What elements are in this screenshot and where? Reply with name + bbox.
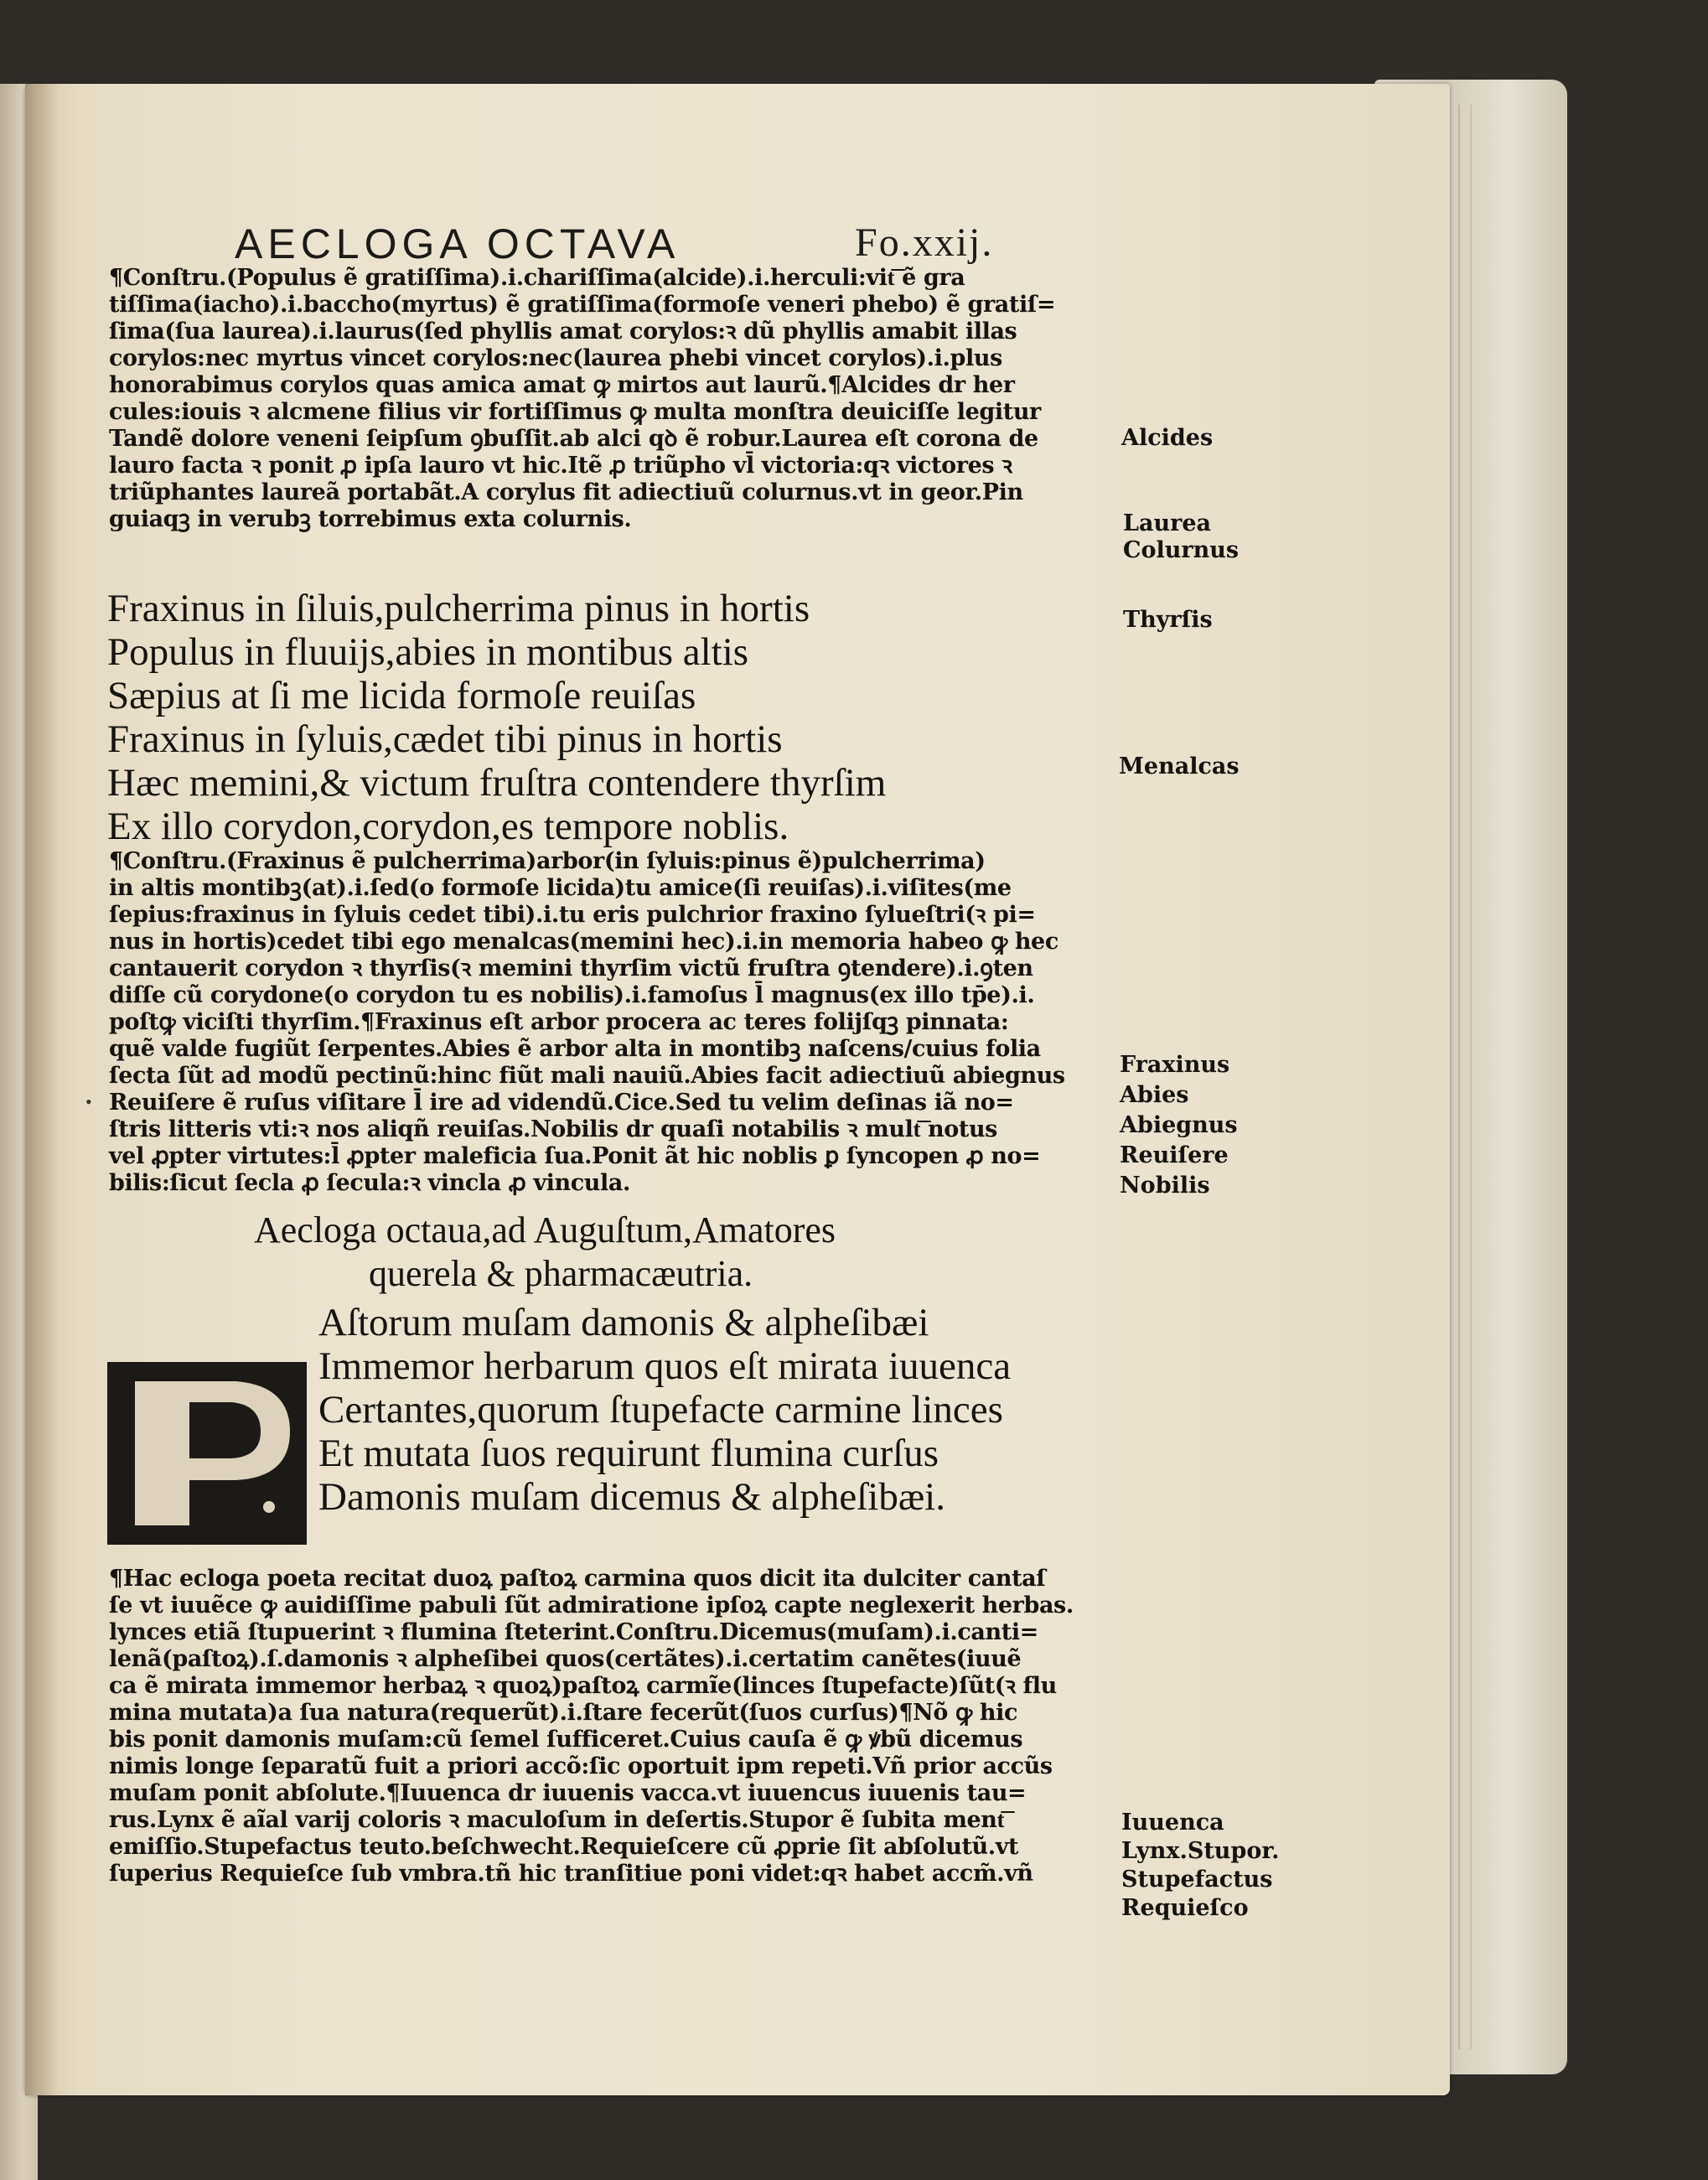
text-line: quẽ valde fugiũt ſerpentes.Abies ẽ arbor alta in montibꝫ naſcens/cuius folia [109, 1036, 1041, 1062]
verse-line: Et mutata ſuos requirunt flumina curſus [318, 1432, 939, 1475]
text-line: honorabimus corylos quas amica amat ꝙ mirtos aut laurũ.¶Alcides dr her [109, 372, 1015, 398]
verse-line: Hæc memini,& victum fruſtra contendere thyrſim [107, 761, 887, 805]
verse-line: Aſtorum muſam damonis & alpheſibæi [318, 1301, 929, 1344]
text-line: bilis:ſicut ſecla ꝓ ſecula:ꝛ vincla ꝓ vincula. [109, 1170, 630, 1196]
gutter-shadow [25, 84, 59, 2095]
margin-note: Abies [1120, 1082, 1189, 1108]
verse-line: Sæpius at ſi me licida formoſe reuiſas [107, 674, 696, 717]
text-line: muſam ponit abſolute.¶Iuuenca dr iuuenis vacca.vt iuuencus iuuenis tau= [109, 1780, 1027, 1806]
text-line: ſuperius Requieſce ſub vmbra.tñ hic tranſitiue poni videt:qꝛ habet accm̃.vñ [109, 1861, 1033, 1887]
text-line: in altis montibꝫ(at).i.ſed(o formoſe licida)tu amice(ſi reuiſas).i.viſites(me [109, 875, 1012, 901]
verse-line: Ex illo corydon,corydon,es tempore noblis. [107, 805, 789, 848]
text-line: lauro facta ꝛ ponit ꝓ ipſa lauro vt hic.Itẽ ꝓ triũpho vl̄ victoria:qꝛ victores ꝛ [109, 453, 1012, 479]
text-line: mina mutata)a ſua natura(requerũt).i.ſtare fecerũt(ſuos curſus)¶Nõ ꝙ hic [109, 1700, 1018, 1726]
margin-note: Alcides [1121, 425, 1214, 451]
text-line: ca ẽ mirata immemor herbaꝝ ꝛ quoꝝ)paſtoꝝ carmĩe(linces ſtupefacte)ſũt(ꝛ flu [109, 1673, 1057, 1699]
heading-line: Aecloga octaua,ad Auguſtum,Amatores [254, 1209, 836, 1251]
hand-mark: • [85, 1091, 92, 1112]
margin-note: Nobilis [1120, 1173, 1210, 1199]
text-line: ſecta ſũt ad modũ pectinũ:hinc fiũt mali nauiũ.Abies facit adiectiuũ abiegnus [109, 1063, 1065, 1089]
margin-note: Laurea [1123, 510, 1212, 536]
page-header [235, 220, 1073, 270]
verse-line: Fraxinus in ſiluis,pulcherrima pinus in hortis [107, 587, 810, 630]
text-line: guiaqꝫ in verubꝫ torrebimus exta colurnis. [109, 506, 632, 532]
verse-line: Fraxinus in ſyluis,cædet tibi pinus in hortis [107, 717, 783, 761]
text-line: cules:iouis ꝛ alcmene filius vir fortiſſimus ꝙ multa monſtra deuiciſſe legitur [109, 399, 1041, 425]
text-line: Reuiſere ẽ ruſus viſitare l̄ ire ad videndũ.Cice.Sed tu velim deſinas iã no= [109, 1090, 1014, 1116]
text-line: cantauerit corydon ꝛ thyrſis(ꝛ memini thyrſim victũ fruſtra ꝯtendere).i.ꝯten [109, 955, 1033, 981]
text-line: Tandẽ dolore veneni ſeipſum ꝯbuſſit.ab alci qꝺ ẽ robur.Laurea eſt corona de [109, 426, 1038, 452]
text-line: diſſe cũ corydone(o corydon tu es nobilis).i.famoſus l̄ magnus(ex illo tp̄e).i. [109, 982, 1035, 1008]
text-line: ſima(ſua laurea).i.laurus(ſed phyllis amat corylos:ꝛ dũ phyllis amabit illas [109, 318, 1017, 344]
text-line: poſtꝙ viciſti thyrſim.¶Fraxinus eſt arbor procera ac teres folijſqꝫ pinnata: [109, 1009, 1009, 1035]
margin-note: Lynx.Stupor. [1121, 1838, 1280, 1864]
folio-number: Fo.xxij. [855, 220, 994, 265]
margin-note: Fraxinus [1120, 1052, 1230, 1078]
margin-note: Iuuenca [1121, 1810, 1224, 1836]
text-line: ¶Hac ecloga poeta recitat duoꝝ paſtoꝝ carmina quos dicit ita dulciter cantaſ [109, 1566, 1046, 1592]
text-line: nimis longe ſeparatũ fuit a priori accõ:ſic oportuit ipm repeti.Vñ prior accũs [109, 1753, 1053, 1779]
verse-line: Damonis muſam dicemus & alpheſibæi. [318, 1475, 945, 1519]
text-line: bis ponit damonis muſam:cũ ſemel ſufficeret.Cuius cauſa ẽ ꝙ ꝟbũ dicemus [109, 1727, 1023, 1753]
verse-line: Populus in fluuijs,abies in montibus altis [107, 630, 749, 674]
margin-note: Colurnus [1123, 537, 1240, 563]
decorated-initial-icon [107, 1362, 307, 1545]
margin-note: Menalcas [1119, 753, 1240, 779]
text-line: ſepius:fraxinus in ſyluis cedet tibi).i.tu eris pulchrior fraxino ſylueſtri(ꝛ pi= [109, 902, 1036, 928]
text-line: tiſſima(iacho).i.baccho(myrtus) ẽ gratiſſima(formoſe veneri phebo) ẽ gratiſ= [109, 292, 1056, 318]
verse-line: Certantes,quorum ſtupefacte carmine linces [318, 1388, 1003, 1432]
text-line: lynces etiã ſtupuerint ꝛ flumina ſteterint.Conſtru.Dicemus(muſam).i.canti= [109, 1619, 1038, 1645]
text-line: lenã(paſtoꝝ).ſ.damonis ꝛ alpheſibei quos(certãtes).i.certatim canẽtes(iuuẽ [109, 1646, 1022, 1672]
margin-note: Stupefactus [1121, 1867, 1273, 1893]
margin-note: Reuiſere [1120, 1142, 1229, 1168]
text-line: nus in hortis)cedet tibi ego menalcas(memini hec).i.in memoria habeo ꝙ hec [109, 929, 1058, 955]
page-title: AECLOGA OCTAVA [235, 220, 681, 267]
margin-note: Abiegnus [1120, 1112, 1238, 1138]
text-line: emiſſio.Stupefactus teuto.beſchwecht.Requieſcere cũ ꝓprie ſit abſolutũ.vt [109, 1834, 1019, 1860]
text-line: corylos:nec myrtus vincet corylos:nec(laurea phebi vincet corylos).i.plus [109, 345, 1002, 371]
text-line: ſtris litteris vti:ꝛ nos aliqñ reuiſas.Nobilis dr quaſi notabilis ꝛ mult͞ notus [109, 1116, 997, 1142]
margin-note: Requieſco [1121, 1895, 1249, 1921]
heading-line: querela & pharmacæutria. [369, 1253, 753, 1294]
text-line: rus.Lynx ẽ aĩal varij coloris ꝛ maculoſum in deſertis.Stupor ẽ ſubita ment͞ [109, 1807, 1005, 1833]
text-line: ſe vt iuuẽce ꝙ auidiſſime pabuli ſũt admiratione ipſoꝝ capte neglexerit herbas. [109, 1592, 1074, 1618]
margin-note: Thyrſis [1123, 607, 1213, 633]
verse-line: Immemor herbarum quos eſt mirata iuuenca [318, 1344, 1012, 1388]
text-line: vel ꝓpter virtutes:l̄ ꝓpter maleficia ſua.Ponit ãt hic noblis ꝑ ſyncopen ꝓ no= [109, 1143, 1041, 1169]
text-line: ¶Conſtru.(Populus ẽ gratiſſima).i.chariſſima(alcide).i.herculi:vit͞ ẽ gra [109, 265, 965, 291]
text-line: triũphantes laureã portabãt.A corylus fit adiectiuũ colurnus.vt in geor.Pin [109, 479, 1023, 505]
text-line: ¶Conſtru.(Fraxinus ẽ pulcherrima)arbor(in ſyluis:pinus ẽ)pulcherrima) [109, 848, 986, 874]
